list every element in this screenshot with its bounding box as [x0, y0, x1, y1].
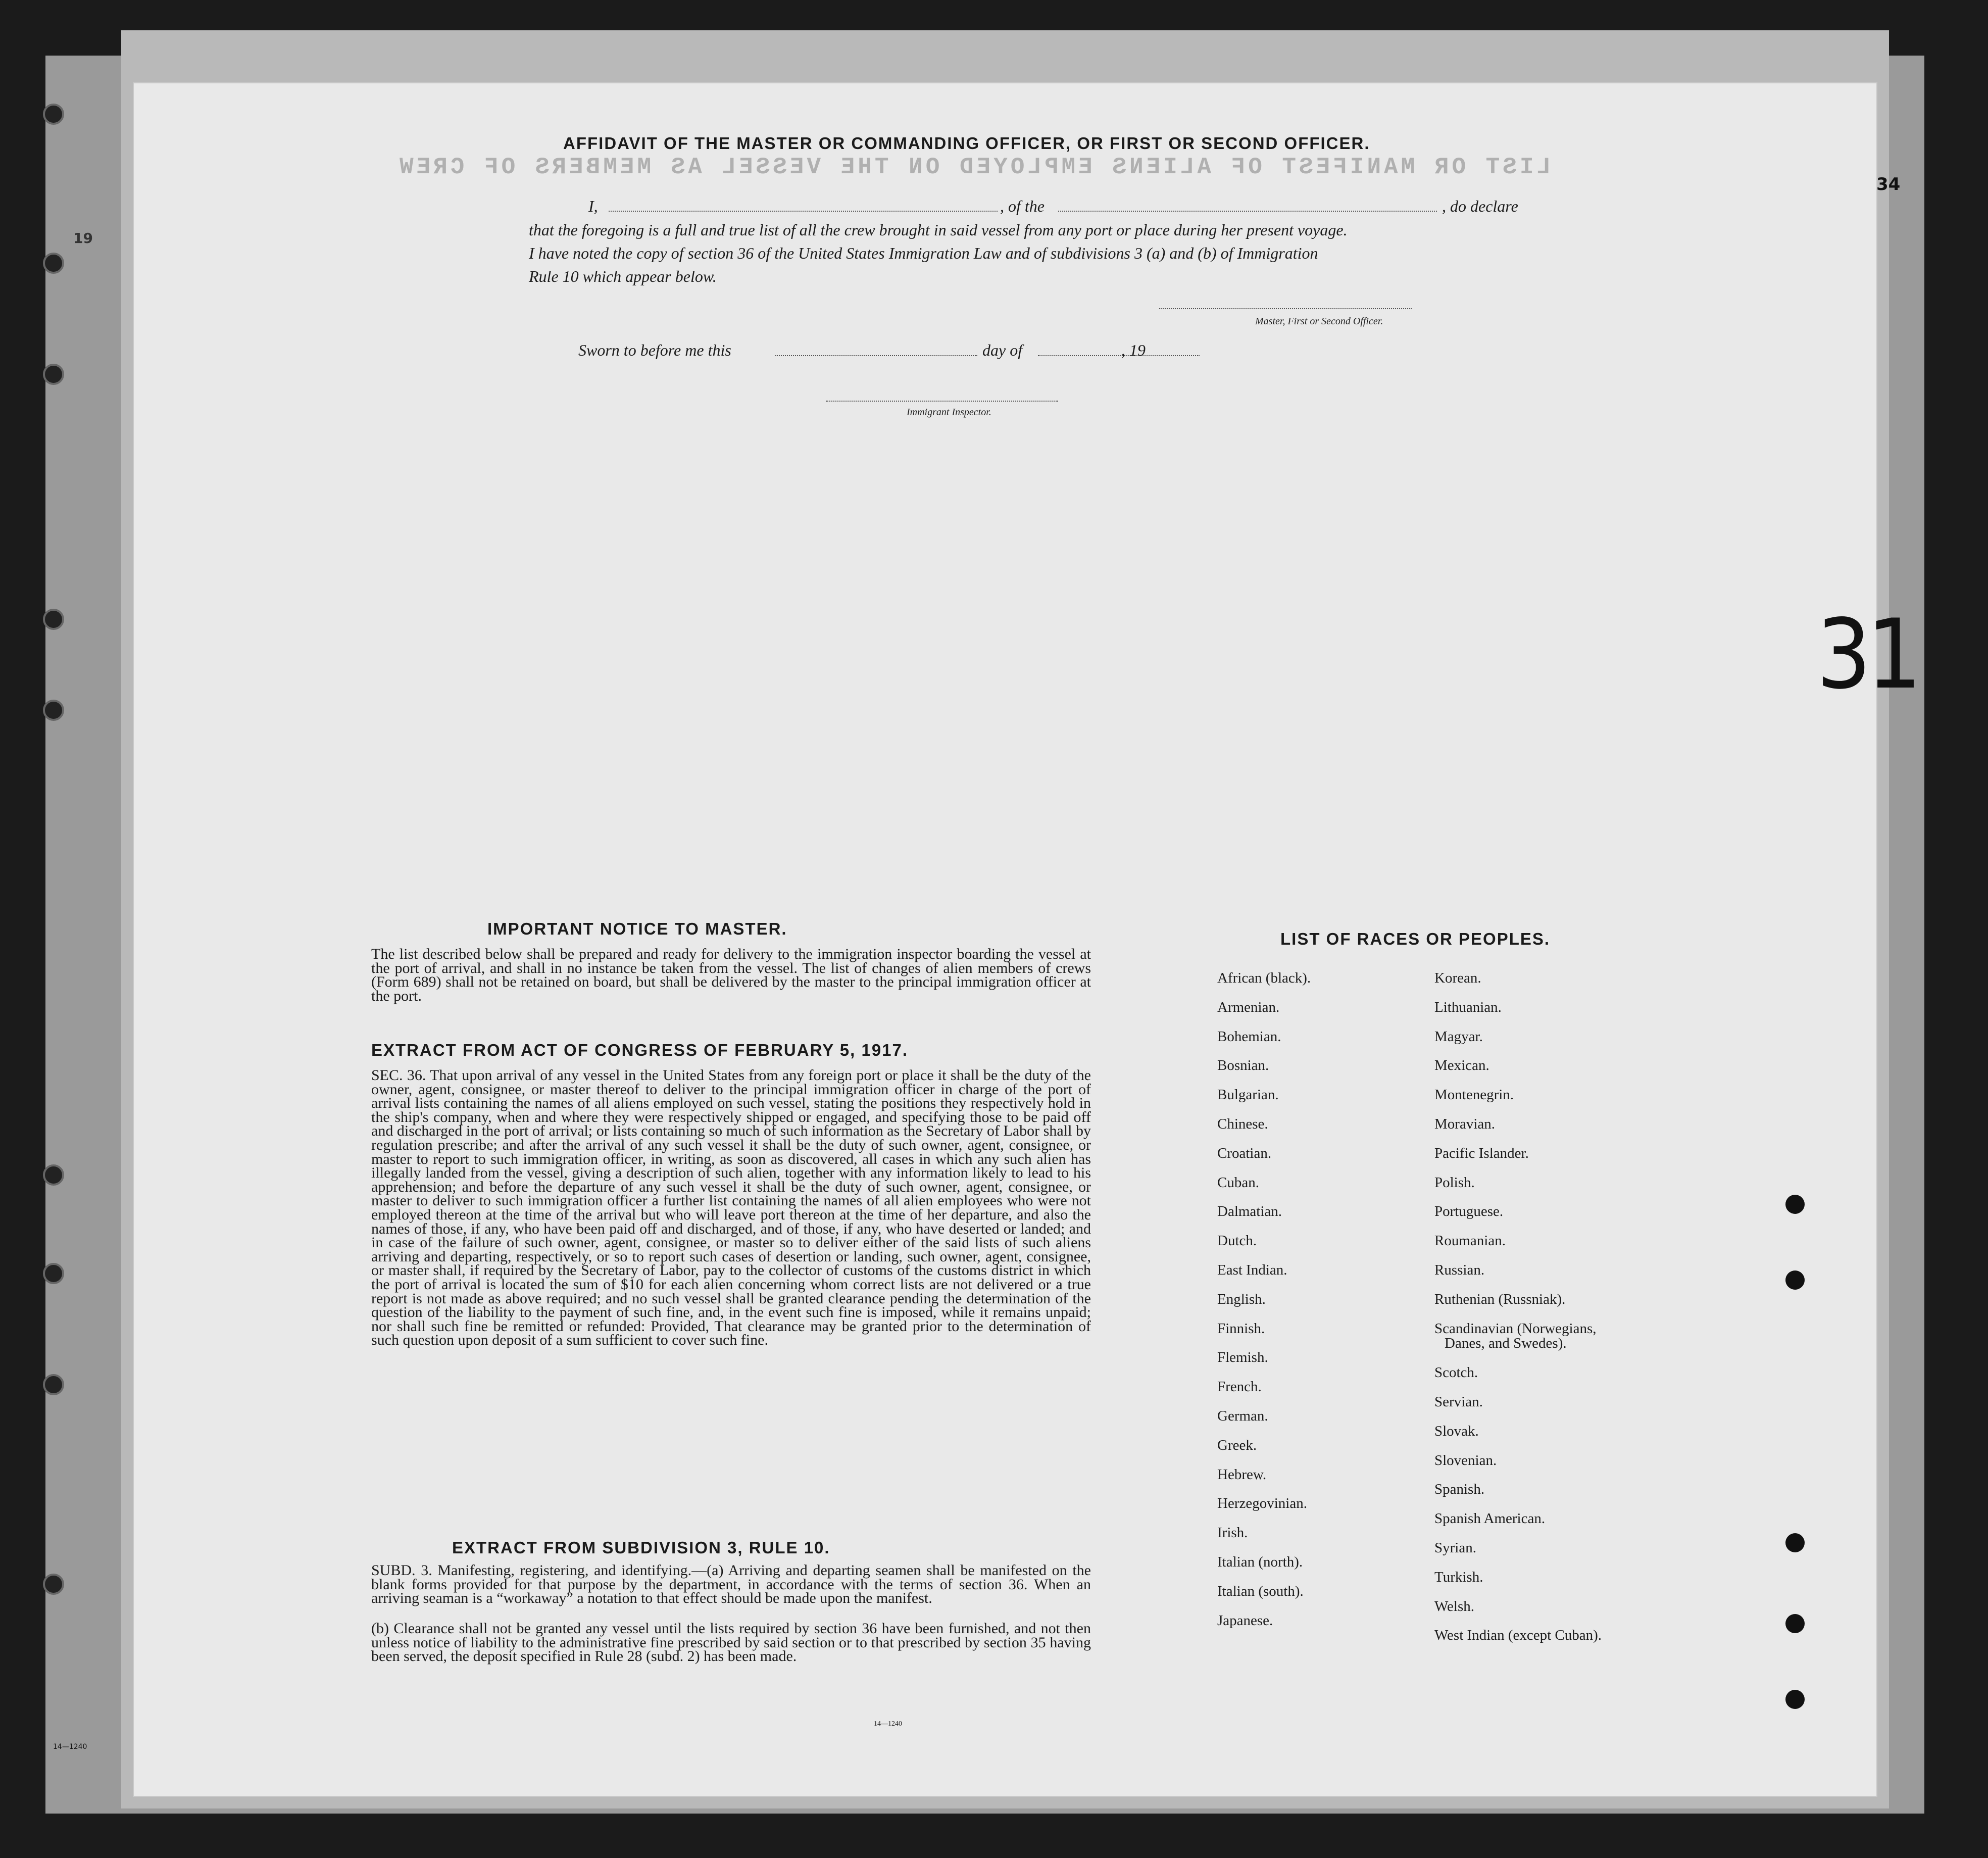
act-title: EXTRACT FROM ACT OF CONGRESS OF FEBRUARY 5, 1917. — [371, 1041, 909, 1059]
punch-hole-icon — [43, 1374, 64, 1395]
punch-hole-icon — [43, 364, 64, 385]
race-item: Roumanian. — [1434, 1233, 1506, 1249]
race-item: German. — [1217, 1408, 1268, 1424]
day-of-label: day of — [982, 341, 1023, 359]
race-item: Cuban. — [1217, 1174, 1259, 1191]
race-item: Italian (north). — [1217, 1554, 1303, 1570]
document-page — [53, 83, 1917, 1796]
rule-text-b: (b) Clearance shall not be granted any vessel until the lists required by section 36 have been furnished, and not then unless notice of liability to the administrative fine prescribed by said section or to that prescribed by section 35 having been served, the deposit specified in Rule 28 (subd. 2) has been made. — [371, 1620, 1091, 1665]
race-item: Chinese. — [1217, 1116, 1268, 1132]
race-item: Mexican. — [1434, 1057, 1489, 1074]
bottom-form-number: 14—1240 — [53, 1743, 87, 1751]
master-signature-line — [1159, 308, 1412, 309]
year-label: , 19 — [1121, 341, 1146, 359]
rule-title: EXTRACT FROM SUBDIVISION 3, RULE 10. — [452, 1538, 830, 1557]
race-item: French. — [1217, 1379, 1262, 1395]
race-item: Korean. — [1434, 970, 1481, 986]
race-item: Turkish. — [1434, 1569, 1483, 1585]
sworn-day-line — [775, 355, 977, 356]
race-item: Scotch. — [1434, 1364, 1478, 1381]
race-item: Slovak. — [1434, 1423, 1479, 1439]
races-title: LIST OF RACES OR PEOPLES. — [1280, 930, 1551, 948]
sworn-label: Sworn to before me this — [578, 341, 731, 359]
race-item: Portuguese. — [1434, 1203, 1504, 1220]
race-item: Polish. — [1434, 1174, 1475, 1191]
punch-hole-icon — [43, 253, 64, 274]
race-item: Hebrew. — [1217, 1466, 1267, 1483]
race-item: Slovenian. — [1434, 1452, 1497, 1469]
race-item: Herzegovinian. — [1217, 1495, 1307, 1512]
page-number: 34 — [1876, 174, 1901, 194]
race-item: West Indian (except Cuban). — [1434, 1627, 1602, 1644]
race-item: African (black). — [1217, 970, 1311, 986]
race-item: Danes, and Swedes). — [1445, 1335, 1567, 1352]
race-item: Flemish. — [1217, 1349, 1268, 1366]
race-item: Finnish. — [1217, 1320, 1265, 1337]
name-line — [609, 211, 998, 212]
affidavit-of-the: , of the — [1000, 197, 1045, 215]
punch-hole-icon — [43, 1574, 64, 1595]
handwritten-number: 31 — [1816, 599, 1917, 710]
race-item: Italian (south). — [1217, 1583, 1304, 1599]
race-item: Spanish. — [1434, 1481, 1485, 1498]
affidavit-i: I, — [588, 197, 598, 215]
notice-text: The list described below shall be prepared and ready for delivery to the immigration inspector boarding the vessel at the port of arrival, and shall in no instance be taken from the vessel. The list of changes of alien members of crews (Form 689) shall not be retained on board, but shall be delivered by the master to the principal immigration officer at the port. — [371, 946, 1091, 1004]
race-item: Greek. — [1217, 1437, 1257, 1453]
punch-hole-icon — [43, 609, 64, 630]
race-item: Pacific Islander. — [1434, 1145, 1529, 1161]
race-item: Magyar. — [1434, 1028, 1483, 1045]
race-item: Lithuanian. — [1434, 999, 1502, 1015]
inspector-label: Immigrant Inspector. — [907, 407, 991, 418]
race-item: East Indian. — [1217, 1262, 1287, 1278]
margin-mark: 19 — [73, 230, 93, 247]
race-item: Bulgarian. — [1217, 1087, 1279, 1103]
form-number: 14—1240 — [874, 1720, 902, 1728]
race-item: English. — [1217, 1291, 1266, 1307]
inspector-signature-line — [826, 401, 1058, 402]
race-item: Moravian. — [1434, 1116, 1495, 1132]
punch-hole-icon — [43, 700, 64, 721]
affidavit-line4: Rule 10 which appear below. — [529, 267, 717, 285]
affidavit-declare: , do declare — [1442, 197, 1518, 215]
sworn-month-line — [1038, 355, 1200, 356]
race-item: Dutch. — [1217, 1233, 1257, 1249]
affidavit-line2: that the foregoing is a full and true list of all the crew brought in said vessel from any port or place during her present voyage. — [529, 221, 1348, 239]
race-item: Russian. — [1434, 1262, 1485, 1278]
race-item: Bosnian. — [1217, 1057, 1269, 1074]
right-hole-icon — [1785, 1270, 1805, 1290]
race-item: Bohemian. — [1217, 1028, 1281, 1045]
race-item: Japanese. — [1217, 1612, 1273, 1629]
right-hole-icon — [1785, 1533, 1805, 1552]
race-item: Welsh. — [1434, 1598, 1475, 1615]
vessel-line — [1058, 211, 1437, 212]
punch-hole-icon — [43, 1164, 64, 1186]
right-hole-icon — [1785, 1690, 1805, 1709]
race-item: Syrian. — [1434, 1540, 1476, 1556]
affidavit-line3: I have noted the copy of section 36 of the United States Immigration Law and of subdivisions 3 (a) and (b) of Immigration — [529, 244, 1318, 262]
race-item: Dalmatian. — [1217, 1203, 1282, 1220]
act-text: SEC. 36. That upon arrival of any vessel in the United States from any foreign port or place it shall be the duty of the owner, agent, consignee, or master thereof to deliver to the principal immigration officer in charge of the port of arrival lists containing the names of all aliens employed on such vessel, stating the positions they respectively hold in the ship's company, when and where they were respectively shipped or engaged, and specifying those to be paid off and discharged in the port of arrival; or lists containing so much of such information as the Secretary of Labor shall by regulation prescribe; and after the arrival of any such vessel it shall be the duty of such owner, agent, consignee, or master to report to such immigration officer, in writing, as soon as discovered, all cases in which any such alien has illegally landed from the vessel, giving a description of such alien, together with any information likely to lead to his apprehension; and before the departure of any such vessel it shall be the duty of such owner, agent, consignee, or master to deliver to such immigration officer a further list containing the names of all alien employees who were not employed thereon at the time of the arrival but who will leave port thereon at the time of her departure, and also the names of those, if any, who have been paid off and discharged, and of those, if any, who have deserted or landed; and in case of the failure of such owner, agent, consignee, or master so to deliver either of the said lists of such aliens arriving and departing, respectively, or so to report such cases of desertion or landing, such owner, agent, consignee, or master shall, if required by the Secretary of Labor, pay to the collector of customs of the customs district in which the port of arrival is located the sum of $10 for each alien concerning whom correct lists are not delivered or a true report is not made as above required; and no such vessel shall be granted clearance pending the determination of the question of the liability to the payment of such fine, and, in the event such fine is imposed, while it remains unpaid; nor shall such fine be remitted or refunded: Provided, That clearance may be granted prior to the determination of such question upon deposit of a sum sufficient to cover such fine. — [371, 1067, 1091, 1349]
right-hole-icon — [1785, 1614, 1805, 1633]
punch-hole-icon — [43, 1263, 64, 1284]
race-item: Montenegrin. — [1434, 1087, 1514, 1103]
race-item: Servian. — [1434, 1394, 1483, 1410]
race-item: Irish. — [1217, 1525, 1248, 1541]
notice-title: IMPORTANT NOTICE TO MASTER. — [487, 919, 787, 938]
race-item: Croatian. — [1217, 1145, 1272, 1161]
race-item: Scandinavian (Norwegians, — [1434, 1320, 1597, 1337]
affidavit-title: AFFIDAVIT OF THE MASTER OR COMMANDING OFFICER, OR FIRST OR SECOND OFFICER. — [563, 134, 1370, 153]
race-item: Spanish American. — [1434, 1510, 1546, 1527]
rule-text-a: SUBD. 3. Manifesting, registering, and identifying.—(a) Arriving and departing seamen shall be manifested on the blank forms provided for that purpose by the department, in accordance with the terms of section 36. When an arriving seaman is a “workaway” a notation to that effect should be made upon the manifest. — [371, 1562, 1091, 1607]
ghost-header: LIST OR MANIFEST OF ALIENS EMPLOYED ON THE VESSEL AS MEMBERS OF CREW — [396, 154, 1551, 180]
master-label: Master, First or Second Officer. — [1255, 316, 1383, 327]
race-item: Ruthenian (Russniak). — [1434, 1291, 1566, 1307]
right-hole-icon — [1785, 1195, 1805, 1214]
race-item: Armenian. — [1217, 999, 1280, 1015]
punch-hole-icon — [43, 104, 64, 125]
